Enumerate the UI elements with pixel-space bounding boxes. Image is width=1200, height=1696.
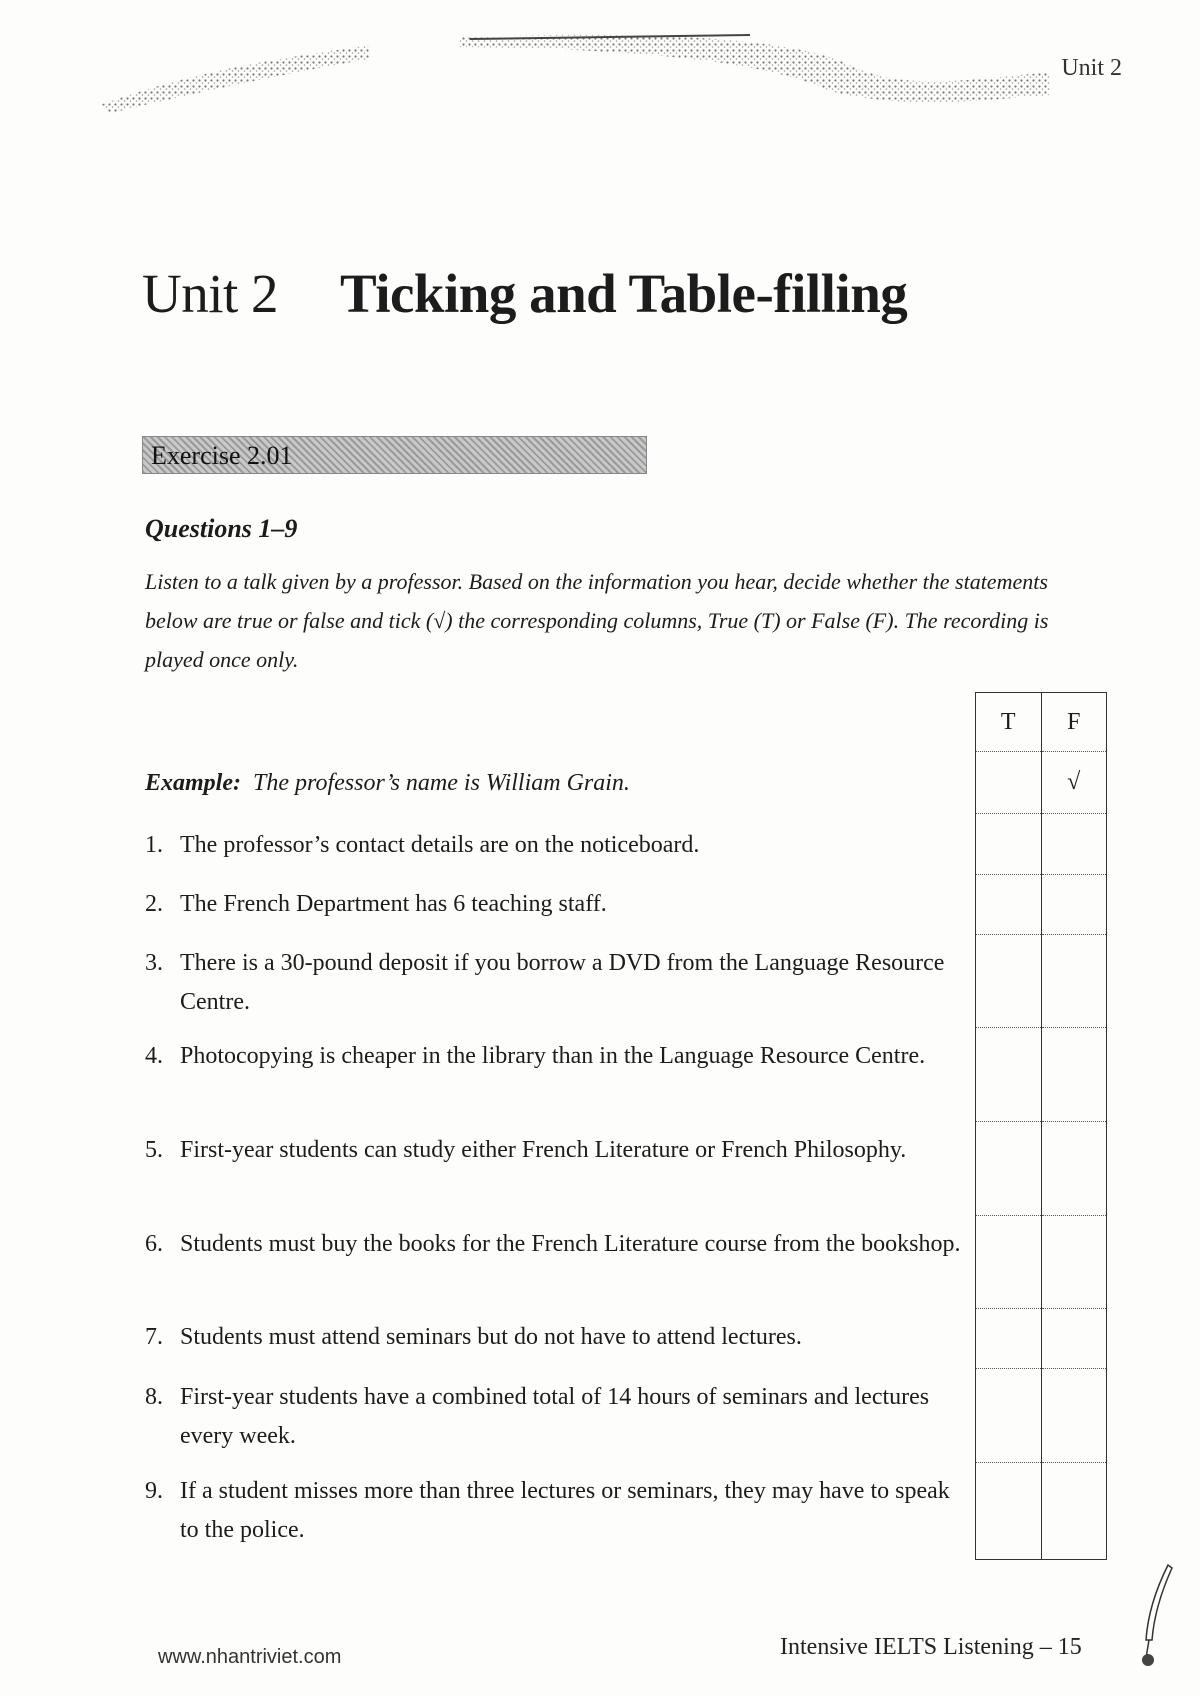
footer-book-title: Intensive IELTS Listening – 15 bbox=[780, 1634, 1082, 1660]
question-item bbox=[145, 1472, 965, 1550]
question-number: 4. bbox=[145, 1043, 163, 1069]
answer-cell-f-8[interactable] bbox=[1041, 1369, 1106, 1463]
unit-title bbox=[142, 262, 907, 325]
answer-cell-t-7[interactable] bbox=[976, 1309, 1042, 1369]
true-false-table bbox=[975, 692, 1107, 1560]
answer-cell-t-4[interactable] bbox=[976, 1028, 1042, 1122]
answer-cell-f-1[interactable] bbox=[1041, 814, 1106, 875]
answer-cell-t-6[interactable] bbox=[976, 1216, 1042, 1309]
answer-cell-f-9[interactable] bbox=[1041, 1463, 1106, 1560]
question-number: 5. bbox=[145, 1137, 163, 1163]
example-text: The professor’s name is William Grain. bbox=[253, 770, 630, 796]
question-text: Students must attend seminars but do not have to attend lectures. bbox=[180, 1324, 802, 1350]
example bbox=[145, 770, 630, 797]
question-number: 1. bbox=[145, 832, 163, 858]
question-number: 8. bbox=[145, 1384, 163, 1410]
question-item bbox=[145, 1037, 965, 1076]
header-decorative-band bbox=[90, 25, 1140, 115]
question-number: 6. bbox=[145, 1231, 163, 1257]
answer-cell-t-2[interactable] bbox=[976, 875, 1042, 935]
answer-cell-f-2[interactable] bbox=[1041, 875, 1106, 935]
example-label: Example: bbox=[145, 770, 241, 796]
example-f-cell: √ bbox=[1041, 752, 1106, 814]
questions-heading: Questions 1–9 bbox=[145, 514, 298, 543]
question-number: 3. bbox=[145, 950, 163, 976]
unit-number: Unit 2 bbox=[142, 263, 279, 324]
answer-cell-t-8[interactable] bbox=[976, 1369, 1042, 1463]
question-item bbox=[145, 1318, 965, 1357]
question-item bbox=[145, 1131, 965, 1170]
answer-cell-t-1[interactable] bbox=[976, 814, 1042, 875]
question-text: The professor’s contact details are on the noticeboard. bbox=[180, 832, 700, 858]
question-text: Students must buy the books for the French Literature course from the bookshop. bbox=[180, 1231, 961, 1257]
question-item bbox=[145, 944, 965, 1022]
question-number: 9. bbox=[145, 1478, 163, 1504]
answer-cell-t-3[interactable] bbox=[976, 935, 1042, 1028]
answer-cell-f-7[interactable] bbox=[1041, 1309, 1106, 1369]
question-number: 2. bbox=[145, 891, 163, 917]
question-text: First-year students can study either French Literature or French Philosophy. bbox=[180, 1137, 907, 1163]
footer-url: www.nhantriviet.com bbox=[158, 1646, 342, 1668]
question-text: First-year students have a combined total of 14 hours of seminars and lectures every week. bbox=[180, 1384, 930, 1449]
answer-cell-f-5[interactable] bbox=[1041, 1122, 1106, 1216]
question-number: 7. bbox=[145, 1324, 163, 1350]
question-item bbox=[145, 1225, 965, 1264]
question-text: Photocopying is cheaper in the library than in the Language Resource Centre. bbox=[180, 1043, 926, 1069]
question-text: If a student misses more than three lectures or seminars, they may have to speak to the police. bbox=[180, 1478, 950, 1543]
answer-cell-f-6[interactable] bbox=[1041, 1216, 1106, 1309]
question-item bbox=[145, 1378, 965, 1456]
unit-name: Ticking and Table-filling bbox=[340, 263, 908, 324]
running-head: Unit 2 bbox=[1061, 55, 1122, 81]
column-f-header: F bbox=[1041, 693, 1106, 752]
question-text: The French Department has 6 teaching staff. bbox=[180, 891, 607, 917]
question-text: There is a 30-pound deposit if you borrow a DVD from the Language Resource Centre. bbox=[180, 950, 945, 1015]
quill-icon bbox=[1128, 1560, 1178, 1670]
answer-cell-t-5[interactable] bbox=[976, 1122, 1042, 1216]
answer-cell-f-3[interactable] bbox=[1041, 935, 1106, 1028]
exercise-banner: Exercise 2.01 bbox=[142, 436, 647, 474]
answer-cell-t-9[interactable] bbox=[976, 1463, 1042, 1560]
question-item bbox=[145, 885, 965, 924]
instructions: Listen to a talk given by a professor. Based on the information you hear, decide whether the statements below are true or false and tick (√) the corresponding columns, True (T) or False (F). The recording is played once only. bbox=[145, 569, 1049, 672]
column-t-header: T bbox=[976, 693, 1042, 752]
example-t-cell bbox=[976, 752, 1042, 814]
answer-cell-f-4[interactable] bbox=[1041, 1028, 1106, 1122]
question-item bbox=[145, 826, 965, 865]
